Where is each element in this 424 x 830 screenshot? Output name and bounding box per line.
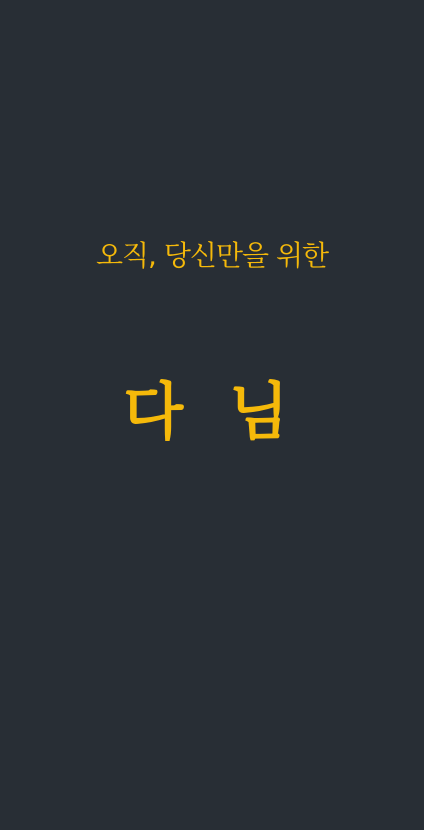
splash-tagline: 오직, 당신만을 위한 [95, 239, 329, 272]
app-logo-text: 다 님 [123, 375, 301, 448]
